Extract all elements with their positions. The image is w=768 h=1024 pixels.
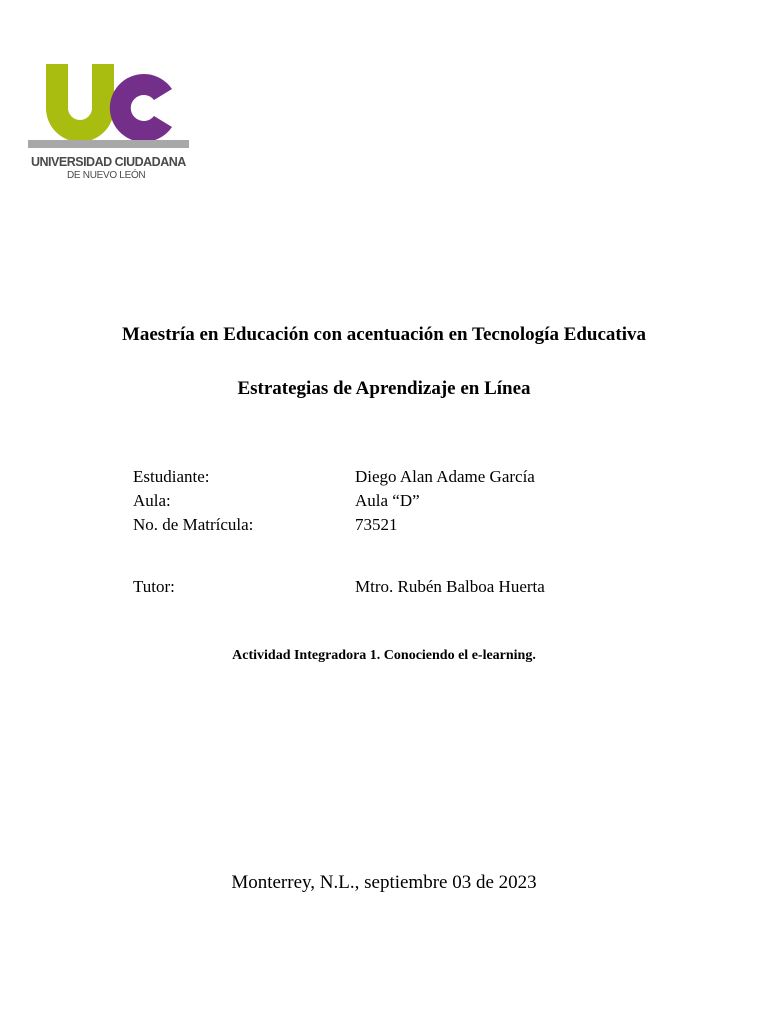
course-title: Estrategias de Aprendizaje en Línea: [237, 378, 531, 399]
program-title: Maestría en Educación con acentuación en Tecnología Educativa: [121, 324, 647, 345]
enrollment-value: 73521: [355, 515, 398, 534]
place-date: Monterrey, N.L., septiembre 03 de 2023: [231, 872, 537, 893]
student-label: Estudiante:: [133, 467, 210, 486]
logo-university-subtitle: DE NUEVO LEÓN: [67, 170, 146, 181]
uc-logo-mark: [26, 60, 192, 152]
tutor-value: Mtro. Rubén Balboa Huerta: [355, 577, 545, 596]
classroom-value: Aula “D”: [355, 491, 420, 510]
student-value: Diego Alan Adame García: [355, 467, 535, 486]
university-logo: [26, 60, 192, 184]
logo-university-name: UNIVERSIDAD CIUDADANA: [31, 155, 186, 169]
logo-letter-u: [46, 64, 114, 142]
activity-title: Actividad Integradora 1. Conociendo el e-learning.: [232, 648, 536, 663]
enrollment-label: No. de Matrícula:: [133, 515, 254, 534]
classroom-label: Aula:: [133, 491, 171, 510]
tutor-label: Tutor:: [133, 577, 175, 596]
logo-bar: [28, 140, 189, 148]
logo-letter-c: [110, 74, 172, 142]
